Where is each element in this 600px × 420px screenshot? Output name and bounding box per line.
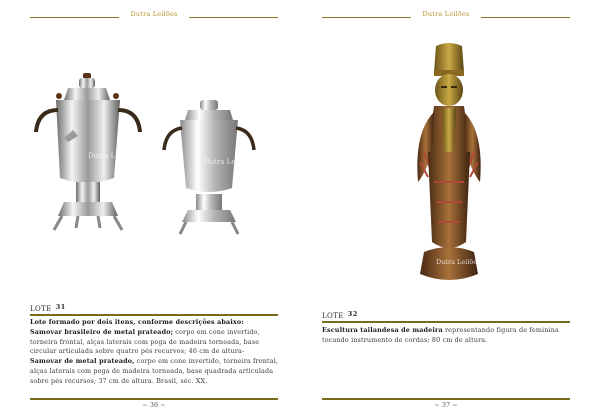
catalog-page-right	[300, 0, 600, 420]
header-rule-right	[481, 17, 570, 18]
item2-name: Samovar de metal prateado,	[30, 357, 135, 366]
lot-description	[30, 318, 280, 387]
page-number: ~ 37 ~	[434, 401, 458, 409]
lot-rule	[322, 321, 570, 323]
wooden-sculpture-photo	[404, 42, 494, 292]
photo-watermark: Dutra Leilões	[204, 158, 252, 166]
footer-rule	[322, 398, 570, 400]
lot-rule	[30, 314, 278, 316]
item1-text: corpo em cone invertido, torneira frontal, alças laterais com pega de madeira torneada, base circular articulada sobre quatro pés recurvos; 46 cm de altura-	[30, 327, 260, 356]
header-rule-right	[189, 17, 278, 18]
page-footer	[322, 394, 570, 409]
item2-text: corpo em cone invertido, torneira frontal, alças laterais com pega de madeira torneada, base quadrada articulada sobre pés recursos; 37 cm de altura. Brasil, séc. XX.	[30, 357, 279, 385]
desc-title: Lote formado por dois itens, conforme descrições abaixo:	[30, 318, 244, 326]
photo-watermark: Dutra Leilões	[88, 152, 136, 160]
page-footer	[30, 394, 278, 409]
item1-name: Samovar brasileiro de metal prateado;	[30, 327, 174, 336]
header-title: Dutra Leilões	[422, 10, 470, 18]
small-samovar	[164, 100, 254, 234]
desc-text: representando figura de feminina tocando instrumento de cordas; 80 cm de altura.	[322, 326, 559, 344]
header-title: Dutra Leilões	[130, 10, 178, 18]
lot-label: LOTE	[30, 305, 52, 313]
lot-number: 32	[347, 310, 358, 318]
desc-name: Escultura tailandesa de madeira	[322, 326, 443, 334]
samovar-pair-photo	[28, 70, 273, 250]
lot-heading	[322, 310, 358, 320]
footer-rule	[30, 398, 278, 400]
lot-description	[322, 326, 572, 346]
lot-label: LOTE	[322, 312, 344, 320]
photo-watermark: Dutra Leilões	[436, 258, 481, 266]
page-number: ~ 36 ~	[142, 401, 166, 409]
page-header	[30, 10, 278, 22]
lot-heading	[30, 303, 66, 313]
page-header	[322, 10, 570, 22]
lot-number: 31	[55, 303, 66, 311]
